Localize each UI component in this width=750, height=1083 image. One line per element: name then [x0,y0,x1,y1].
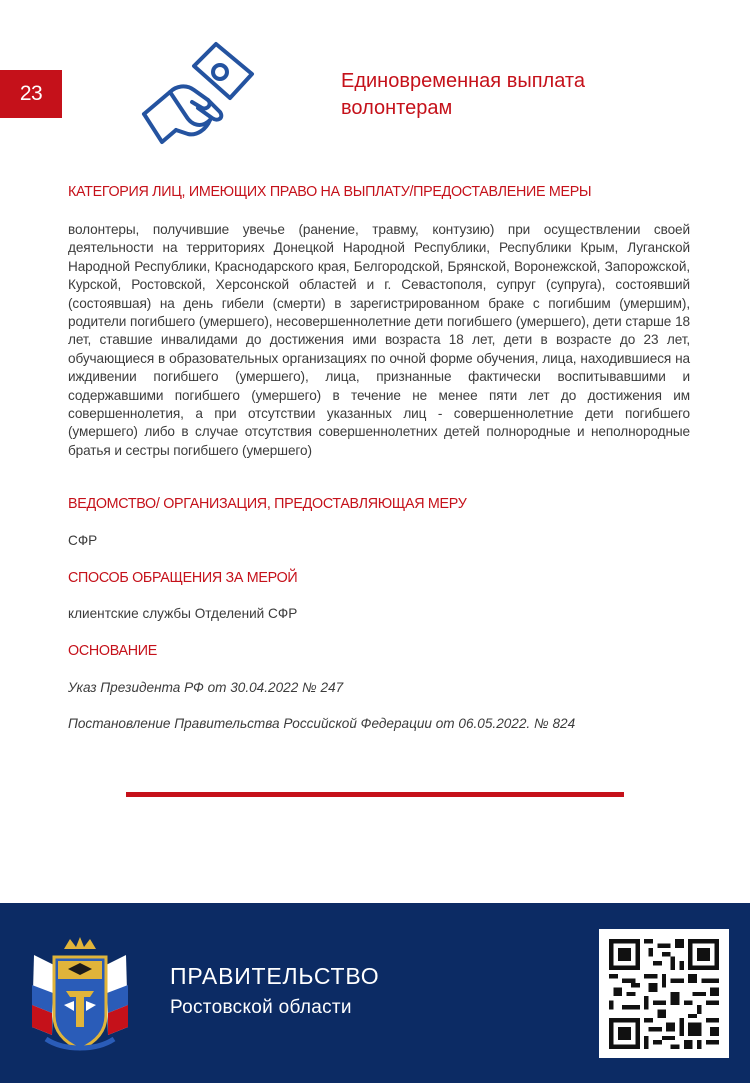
rostov-oblast-coat-of-arms-icon [24,935,136,1055]
page-number: 23 [19,82,43,105]
eligibility-text: волонтеры, получившие увечье (ранение, травму, контузию) при осуществлении своей деятельности на территориях Донецкой Народной Республики, Республики Крым, Луганской Народной Республики, Краснодарского края, Белгородской, Брянской, Воронежской, Запорожской, Курской, Ростовской, Херсонской областей и г. Севастополя, супруг (супруга), состоявший (состоявшая) на день гибели (смерти) в зарегистрированном браке с погибшим (умершим), родители погибшего (умершего), несовершеннолетние дети погибшего (умершего), дети старше 18 лет, ставшие инвалидами до достижения ими возраста 18 лет, дети в возрасте до 23 лет, обучающиеся в образовательных организациях по очной форме обучения, лица, находившиеся на иждивении погибшего (умершего), лица, признанные фактически воспитывавшими и содержавшими погибшего (умершего) в течение не менее пяти лет до достижения им совершеннолетия, а при отсутствии указанных лиц - совершеннолетние дети погибшего (умершего) либо в случае отсутствия совершеннолетних детей полнородные и неполнородные братья и сестры погибшего (умершего) [68,222,690,458]
basis-item-decree: Указ Президента РФ от 30.04.2022 № 247 [68,680,344,695]
region-name: Ростовской области [170,997,352,1018]
basis-heading: ОСНОВАНИЕ [68,643,157,659]
method-heading: СПОСОБ ОБРАЩЕНИЯ ЗА МЕРОЙ [68,570,298,586]
government-name: ПРАВИТЕЛЬСТВО [170,963,380,989]
hand-with-money-icon [136,38,256,148]
section-divider [126,792,624,797]
footer-banner [0,903,750,1083]
qr-code-icon [609,939,719,1049]
page-number-badge [0,70,62,118]
page-title: Единовременная выплата волонтерам [341,70,585,119]
basis-item-resolution: Постановление Правительства Российской Федерации от 06.05.2022. № 824 [68,716,576,731]
method-text: клиентские службы Отделений СФР [68,606,298,621]
eligibility-heading: КАТЕГОРИЯ ЛИЦ, ИМЕЮЩИХ ПРАВО НА ВЫПЛАТУ/ПРЕДОСТАВЛЕНИЕ МЕРЫ [68,184,592,200]
agency-text: СФР [68,533,98,548]
agency-heading: ВЕДОМСТВО/ ОРГАНИЗАЦИЯ, ПРЕДОСТАВЛЯЮЩАЯ МЕРУ [68,496,467,512]
qr-code[interactable] [599,929,729,1058]
